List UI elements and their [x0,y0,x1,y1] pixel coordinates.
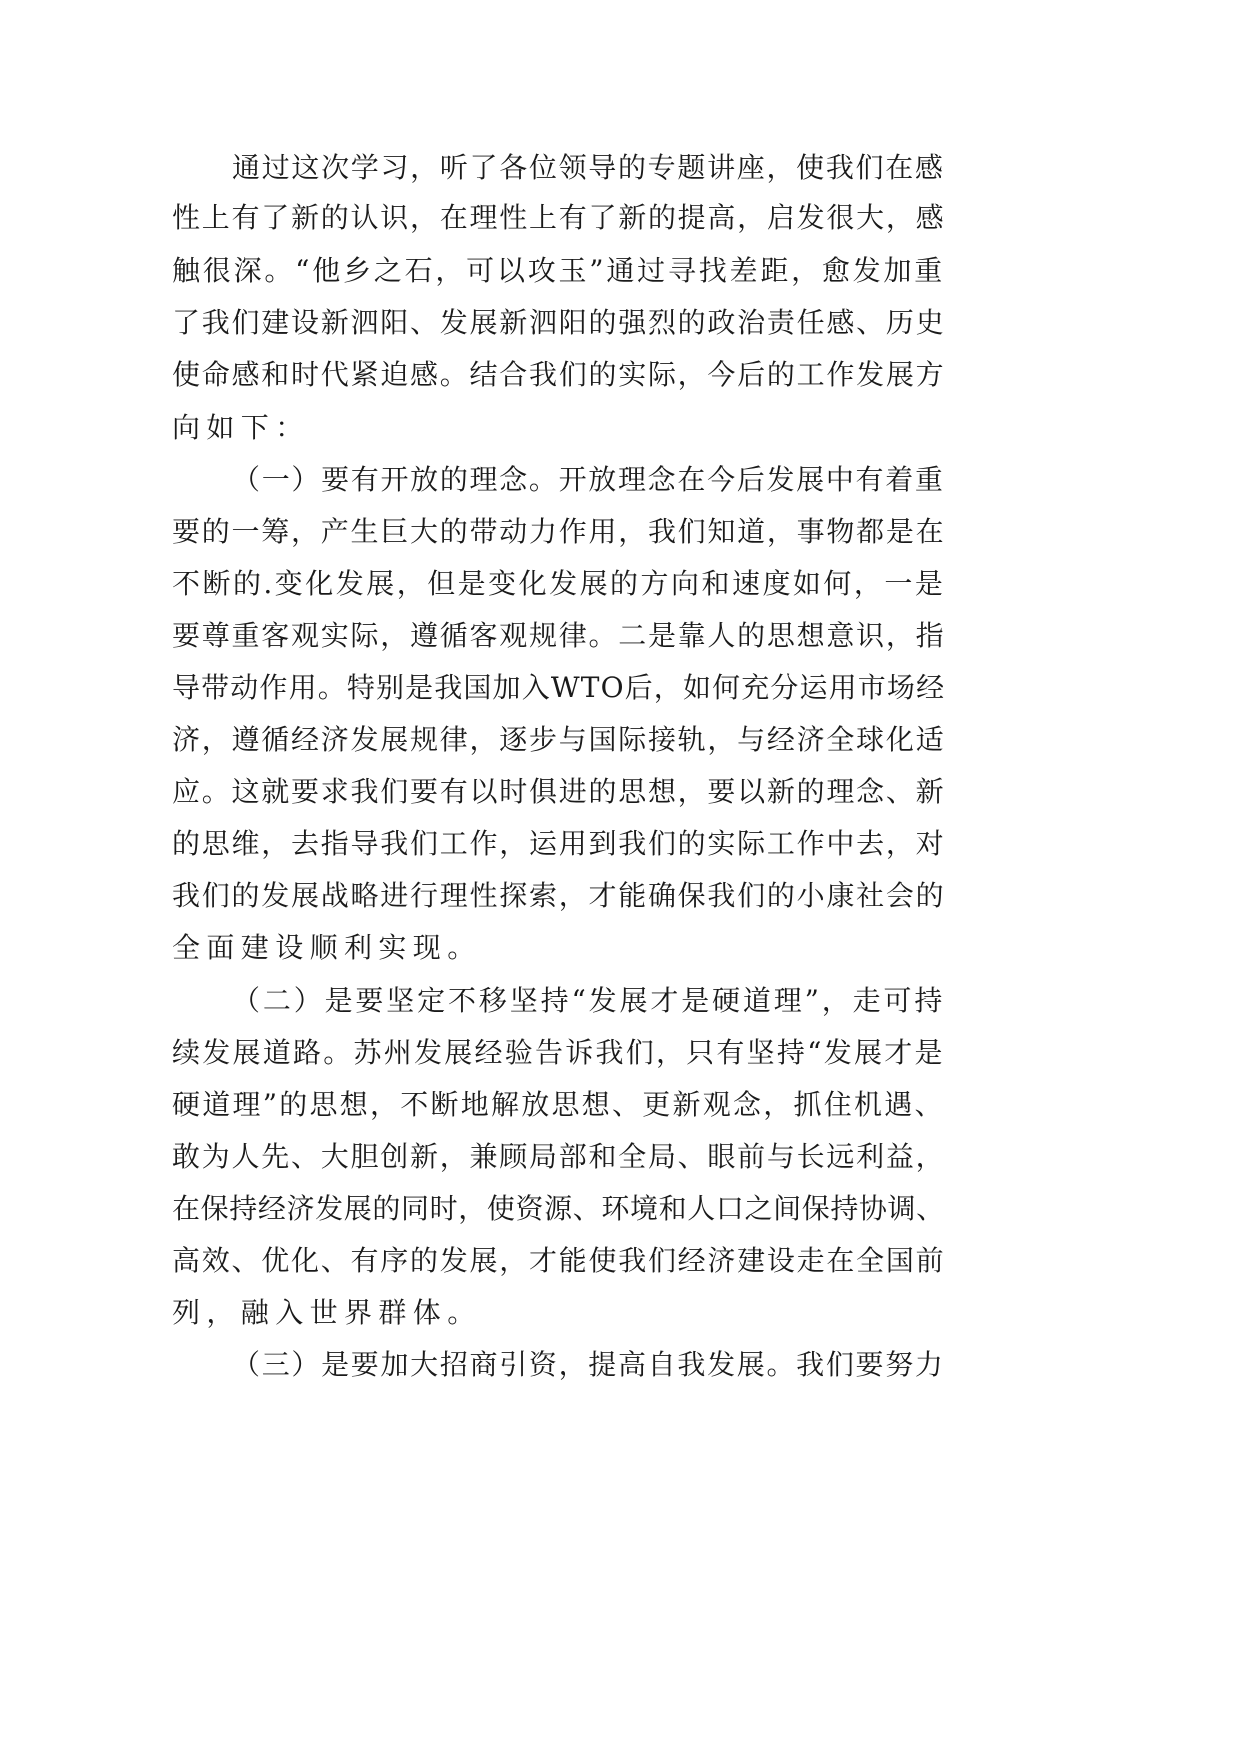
text-line: 导带动作用。特别是我国加入WTO后，如何充分运用市场经 [172,671,946,704]
text-line: 硬道理”的思想，不断地解放思想、更新观念，抓住机遇、 [172,1088,945,1121]
text-line: 了我们建设新泗阳、发展新泗阳的强烈的政治责任感、历史 [172,306,946,339]
text-line: 应。这就要求我们要有以时俱进的思想，要以新的理念、新 [172,775,946,808]
text-line: 向如下： [172,411,310,444]
text-line: 触很深。“他乡之石，可以攻玉”通过寻找差距，愈发加重 [172,254,946,287]
text-line: 通过这次学习，听了各位领导的专题讲座，使我们在感 [232,151,945,184]
text-line: 敢为人先、大胆创新，兼顾局部和全局、眼前与长远利益， [172,1140,946,1173]
text-line: （三）是要加大招商引资，提高自我发展。我们要努力 [232,1348,945,1381]
text-line: 要的一筹，产生巨大的带动力作用，我们知道，事物都是在 [172,515,946,548]
text-line: 高效、优化、有序的发展，才能使我们经济建设走在全国前 [172,1244,946,1277]
text-line: （二）是要坚定不移坚持“发展才是硬道理”，走可持 [232,984,946,1017]
text-line: 的思维，去指导我们工作，运用到我们的实际工作中去，对 [172,827,946,860]
text-line: 使命感和时代紧迫感。结合我们的实际，今后的工作发展方 [172,358,946,391]
text-line: 续发展道路。苏州发展经验告诉我们，只有坚持“发展才是 [172,1036,945,1069]
text-line: 列，融入世界群体。 [172,1296,482,1329]
text-line: 济，遵循经济发展规律，逐步与国际接轨，与经济全球化适 [172,723,946,756]
text-line: 性上有了新的认识，在理性上有了新的提高，启发很大，感 [172,201,946,234]
text-line: 全面建设顺利实现。 [172,931,482,964]
text-line: 我们的发展战略进行理性探索，才能确保我们的小康社会的 [172,879,946,912]
text-line: （一）要有开放的理念。开放理念在今后发展中有着重 [232,463,945,496]
text-line: 要尊重客观实际，遵循客观规律。二是靠人的思想意识，指 [172,619,946,652]
text-line: 不断的.变化发展，但是变化发展的方向和速度如何，一是 [172,567,946,600]
text-line: 在保持经济发展的同时，使资源、环境和人口之间保持协调、 [172,1192,945,1225]
